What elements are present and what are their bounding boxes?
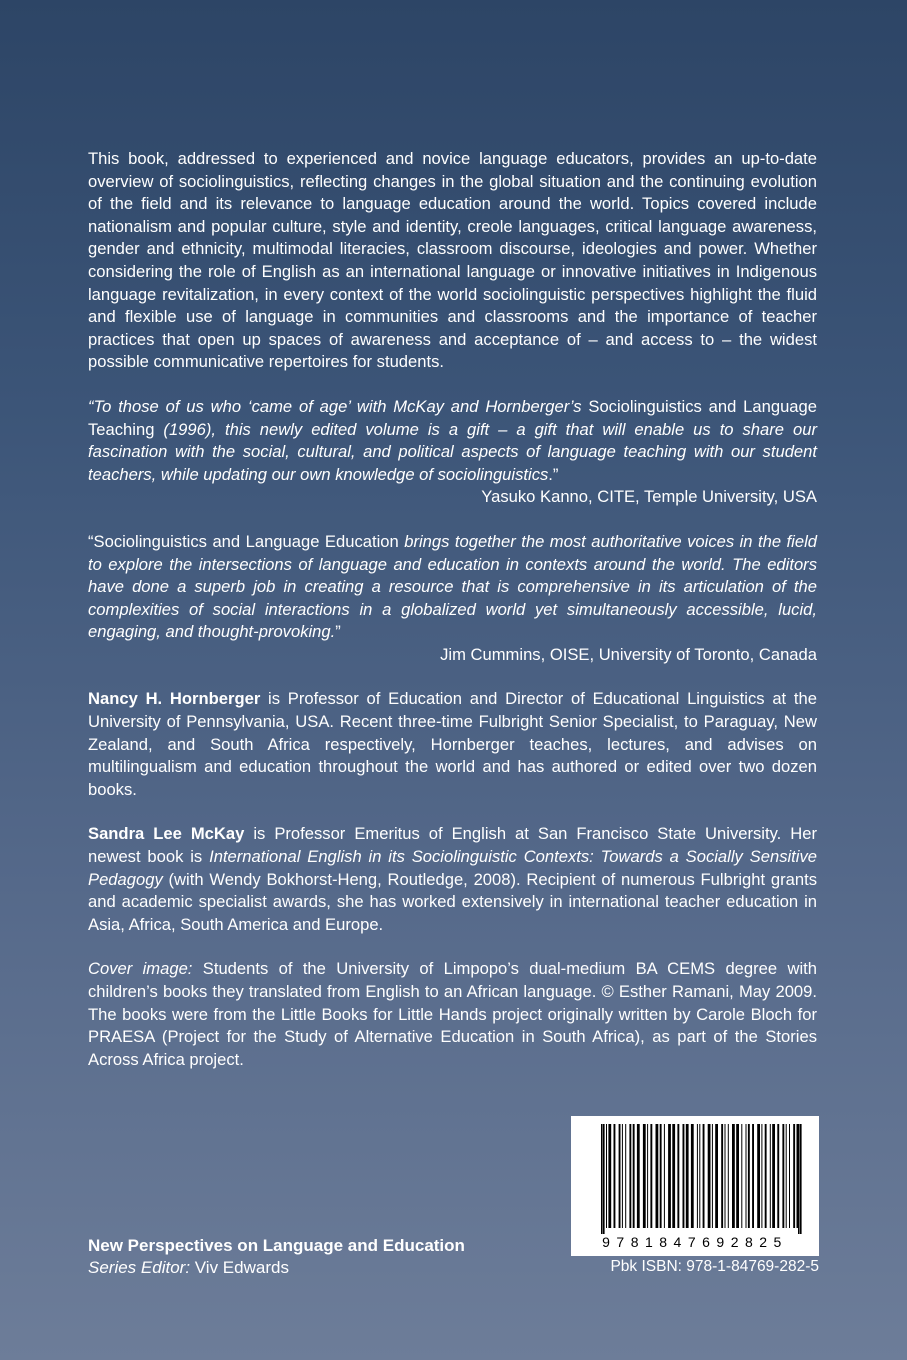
- barcode-bar: [656, 1124, 659, 1228]
- barcode: [571, 1116, 819, 1256]
- barcode-bar: [660, 1124, 662, 1228]
- barcode-bar: [608, 1124, 611, 1228]
- barcode-bars: [571, 1116, 819, 1234]
- isbn-label: Pbk ISBN: 978-1-84769-282-5: [610, 1258, 819, 1275]
- barcode-bar: [752, 1124, 754, 1228]
- barcode-bar: [677, 1124, 679, 1228]
- barcode-bar: [789, 1124, 790, 1228]
- quote-kanno: “To those of us who ‘came of age’ with McKay and Hornberger’s Sociolinguistics and Language Teaching (1996), this newly edited volume is a gift – a gift that will enable us to share our fascination with the social, cultural, and political aspects of language teaching with our student teachers, while updating our own knowledge of sociolinguistics.”: [88, 396, 817, 484]
- barcode-bar: [793, 1124, 795, 1228]
- barcode-bar: [691, 1124, 694, 1228]
- barcode-bar: [741, 1124, 742, 1228]
- barcode-bar: [629, 1124, 631, 1228]
- series-title: New Perspectives on Language and Education: [88, 1236, 465, 1255]
- barcode-bar: [715, 1124, 718, 1228]
- barcode-bar: [736, 1124, 739, 1228]
- barcode-guard-bar: [601, 1124, 603, 1234]
- bio-hornberger: Nancy H. Hornberger is Professor of Education and Director of Educational Linguistics at the University of Pennsylvania, USA. Recent three-time Fulbright Senior Specialist, to Paraguay, New Zealand, and South Africa respectively, Hornberger teaches, lectures, and advises on multilingualism and education throughout the world and has authored or edited over two dozen books.: [88, 689, 817, 799]
- barcode-bar: [606, 1124, 607, 1228]
- barcode-bar: [650, 1124, 652, 1228]
- barcode-bar: [757, 1124, 760, 1228]
- barcode-bar: [683, 1124, 685, 1228]
- barcode-bar: [772, 1124, 775, 1228]
- barcode-bar: [664, 1124, 665, 1228]
- quote-kanno-attribution: Yasuko Kanno, CITE, Temple University, USA: [481, 487, 817, 507]
- barcode-bar: [637, 1124, 640, 1228]
- barcode-guard-bar: [800, 1124, 802, 1234]
- quote-cummins-attribution: Jim Cummins, OISE, University of Toronto, Canada: [440, 644, 817, 664]
- series-info: [88, 1235, 465, 1279]
- barcode-bar: [647, 1124, 648, 1228]
- quote-cummins: “Sociolinguistics and Language Education brings together the most authoritative voices in the field to explore the intersections of language and education in contexts around the world. The editors have done a superb job in creating a resource that is comprehensive in its articulation of the complexities of social interactions in a globalized world yet simultaneously accessible, lucid, engaging, and thought-provoking.”: [88, 531, 817, 642]
- series-editor: Series Editor: Viv Edwards: [88, 1258, 289, 1277]
- barcode-bar: [708, 1124, 711, 1228]
- barcode-bar: [686, 1124, 689, 1228]
- barcode-bar: [782, 1124, 784, 1228]
- barcode-bar: [765, 1124, 767, 1228]
- barcode-bar: [697, 1124, 698, 1228]
- barcode-bar: [699, 1124, 700, 1228]
- barcode-bar: [703, 1124, 705, 1228]
- barcode-bar: [746, 1124, 747, 1228]
- barcode-bar: [633, 1124, 635, 1228]
- barcode-bar: [668, 1124, 671, 1228]
- barcode-bar: [672, 1124, 675, 1228]
- cover-image-credit: Cover image: Students of the University of Limpopo’s dual-medium BA CEMS degree with children’s books they translated from English to an African language. © Esther Ramani, May 2009. The books were from the Little Books for Little Hands project originally written by Carole Bloch for PRAESA (Project for the Study of Alternative Education in South Africa), as part of the Stories Across Africa project.: [88, 959, 817, 1069]
- barcode-bar: [770, 1124, 771, 1228]
- barcode-bar: [786, 1124, 787, 1228]
- cover-text: [88, 148, 817, 1071]
- barcode-bar: [721, 1124, 723, 1228]
- barcode-bar: [622, 1124, 623, 1228]
- barcode-bar: [777, 1124, 779, 1228]
- barcode-bar: [619, 1124, 621, 1228]
- barcode-bar: [625, 1124, 626, 1228]
- barcode-bar: [732, 1124, 735, 1228]
- barcode-bar: [761, 1124, 762, 1228]
- book-description: This book, addressed to experienced and novice language educators, provides an up-to-date overview of sociolinguistics, reflecting changes in the global situation and the continuing evolution of the field and its relevance to language education around the world. Topics covered include nationalism and popular culture, style and identity, creole languages, critical language awareness, gender and ethnicity, multimodal literacies, classroom discourse, ideologies and power. Whether considering the role of English as an international language or innovative initiatives in Indigenous language revitalization, in every context of the world sociolinguistic perspectives highlight the fluid and flexible use of language in communities and classrooms and the importance of teacher practices that open up spaces of awareness and acceptance of – and access to – the widest possible communicative repertoires for students.: [88, 149, 817, 372]
- barcode-bar: [728, 1124, 729, 1228]
- barcode-bar: [712, 1124, 713, 1228]
- barcode-bar: [614, 1124, 616, 1228]
- barcode-bar: [725, 1124, 726, 1228]
- barcode-digits: 9781847692825: [602, 1234, 788, 1250]
- barcode-bar: [643, 1124, 646, 1228]
- barcode-guard-bar: [603, 1124, 605, 1234]
- bio-mckay: Sandra Lee McKay is Professor Emeritus of English at San Francisco State University. Her newest book is International English in its Sociolinguistic Contexts: Towards a Socially Sensitive Pedagogy (with Wendy Bokhorst-Heng, Routledge, 2008). Recipient of numerous Fulbright grants and academic specialist awards, she has worked extensively in international teacher education in Asia, Africa, South America and Europe.: [88, 824, 818, 934]
- barcode-bar: [748, 1124, 750, 1228]
- barcode-guard-bar: [798, 1124, 800, 1234]
